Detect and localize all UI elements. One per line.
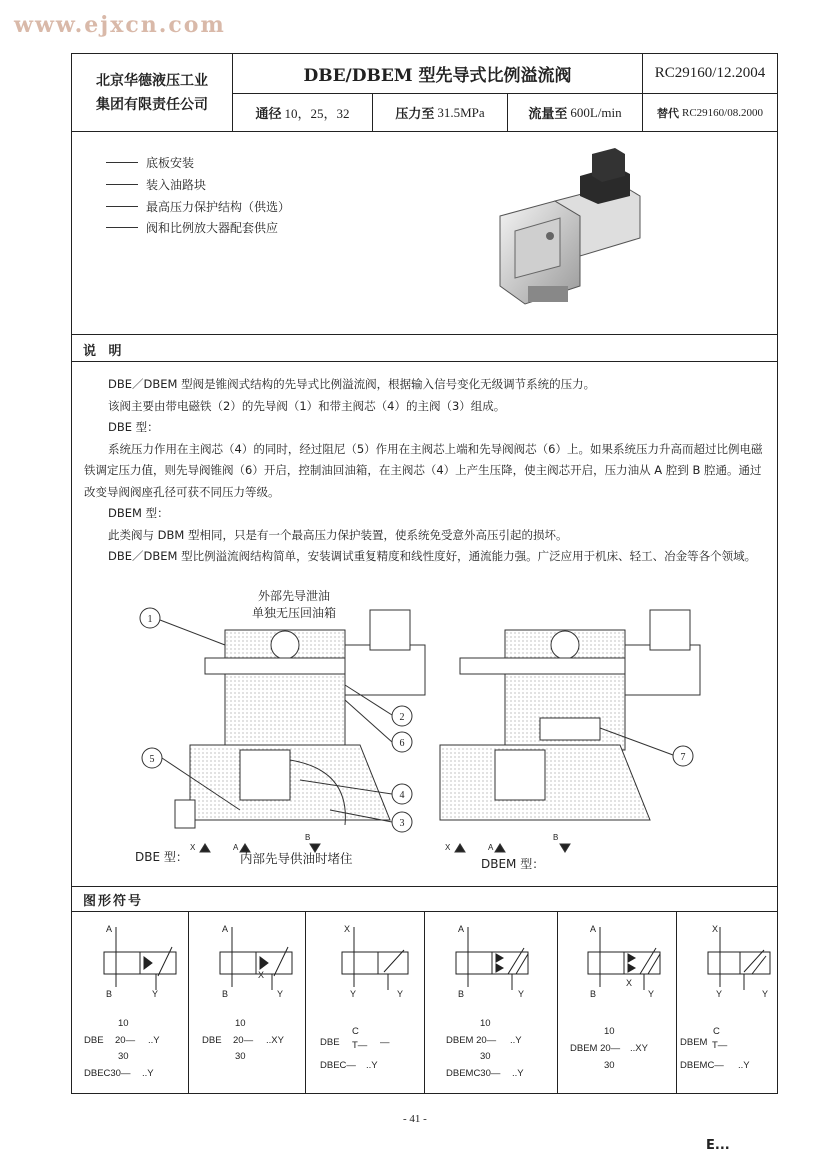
symbol-caption: — (380, 1037, 390, 1048)
svg-text:B: B (590, 989, 597, 999)
svg-text:X: X (258, 970, 265, 980)
symbol-caption: ..Y (512, 1068, 524, 1079)
svg-text:Y: Y (350, 989, 357, 999)
symbol-caption: 30 (480, 1051, 491, 1062)
symbol-caption: DBEMC— (680, 1060, 724, 1071)
svg-text:A: A (222, 924, 229, 934)
divider (71, 131, 778, 132)
symbol-caption: C (713, 1026, 720, 1037)
svg-text:Y: Y (277, 989, 284, 999)
spec-flow-label: 流量至 (528, 106, 568, 121)
symbol-caption: ..Y (148, 1035, 160, 1046)
paragraph: DBE／DBEM 型比例溢流阀结构简单，安装调试重复精度和线性度好，通流能力强。广泛应用于机床、轻工、冶金等各个领域。 (108, 549, 757, 563)
label-dbe: DBE 型： (135, 850, 188, 864)
symbol-caption: ..Y (142, 1068, 154, 1079)
port-a: A (488, 843, 494, 852)
port-b: B (305, 833, 311, 842)
cross-section-diagram (130, 600, 720, 870)
divider (71, 334, 778, 335)
callout-7: 7 (680, 752, 686, 763)
feature-item: 阀和比例放大器配套供应 (106, 219, 278, 236)
spec-pressure-value: 31.5MPa (437, 104, 485, 120)
paragraph: 该阀主要由带电磁铁（2）的先导阀（1）和带主阀芯（4）的主阀（3）组成。 (108, 398, 506, 413)
spec-flow-value: 600L/min (570, 104, 622, 120)
symbol-caption: 20— (233, 1035, 254, 1046)
company-line-1: 北京华德液压工业 (96, 72, 208, 89)
paragraph: DBEM 型： (108, 506, 169, 520)
callout-3: 3 (399, 818, 405, 829)
callout-6: 6 (399, 738, 405, 749)
svg-text:B: B (458, 989, 465, 999)
dbe-section (175, 610, 425, 852)
symbol-caption: ..Y (510, 1035, 522, 1046)
symbol-caption: DBE (202, 1035, 222, 1046)
svg-text:Y: Y (716, 989, 723, 999)
symbol-caption: 20— (115, 1035, 136, 1046)
page-title: DBE/DBEM 型先导式比例溢流阀 (303, 66, 572, 86)
svg-text:Y: Y (152, 989, 159, 999)
symbol-caption: C (352, 1026, 359, 1037)
symbol-caption: DBEC30— (84, 1068, 131, 1079)
spec-size-label: 通径 (255, 106, 282, 121)
svg-text:Y: Y (518, 989, 525, 999)
svg-text:B: B (106, 989, 113, 999)
spec-replace-value: RC29160/08.2000 (682, 106, 763, 119)
doc-code: RC29160/12.2004 (654, 65, 766, 81)
spec-replace-label: 替代 (657, 107, 679, 120)
symbol-caption: T— (712, 1040, 728, 1051)
symbol-caption: 30 (604, 1060, 615, 1071)
svg-text:X: X (344, 924, 351, 934)
symbol-caption: T— (352, 1040, 368, 1051)
symbol-caption: ..XY (266, 1035, 284, 1046)
svg-text:A: A (106, 924, 113, 934)
spec-pressure-label: 压力至 (395, 106, 435, 121)
svg-text:A: A (458, 924, 465, 934)
symbol-caption: DBEC— (320, 1060, 356, 1071)
spec-pressure (373, 94, 507, 131)
divider (71, 361, 778, 362)
callout-1: 1 (147, 614, 153, 625)
symbol-caption: 30 (235, 1051, 246, 1062)
feature-item: 装入油路块 (106, 176, 206, 193)
callout-2: 2 (399, 712, 405, 723)
spec-flow (508, 94, 642, 131)
symbol-caption: DBEM 20— (446, 1035, 497, 1046)
footer-mark: E... (706, 1138, 730, 1153)
note-internal-supply: 内部先导供油时堵住 (240, 851, 353, 866)
spec-size-value: 10，25，32 (284, 106, 350, 121)
spec-replace (643, 94, 777, 131)
symbol-caption: ..XY (630, 1043, 648, 1054)
spec-size (233, 94, 372, 131)
svg-text:B: B (222, 989, 229, 999)
port-a: A (233, 843, 239, 852)
note-external-drain: 外部先导泄油 (258, 589, 331, 603)
label-dbem: DBEM 型： (481, 857, 545, 871)
svg-text:X: X (626, 978, 633, 988)
callout-5: 5 (149, 754, 155, 765)
symbol-caption: DBE (320, 1037, 340, 1048)
dbem-section (440, 610, 700, 852)
svg-text:Y: Y (397, 989, 404, 999)
company-line-2: 集团有限责任公司 (96, 96, 208, 113)
feature-item: 最高压力保护结构（供选） (106, 198, 290, 215)
hydraulic-symbols (72, 912, 777, 1007)
section-heading-description: 说 明 (83, 344, 126, 359)
description-body (84, 374, 770, 568)
symbol-caption: DBEMC30— (446, 1068, 501, 1079)
section-heading-symbols: 图形符号 (83, 894, 144, 909)
port-b: B (553, 833, 559, 842)
symbol-caption: 30 (118, 1051, 129, 1062)
svg-text:A: A (590, 924, 597, 934)
symbol-caption: DBEM (680, 1037, 708, 1048)
symbol-caption: 10 (118, 1018, 129, 1029)
symbol-caption: DBEM 20— (570, 1043, 621, 1054)
company-name (72, 54, 232, 131)
symbol-caption: 10 (480, 1018, 491, 1029)
symbol-caption: 10 (604, 1026, 615, 1037)
svg-text:Y: Y (648, 989, 655, 999)
note-tank: 单独无压回油箱 (252, 606, 337, 620)
paragraph: 此类阀与 DBM 型相同，只是有一个最高压力保护装置，使系统免受意外高压引起的损坏。 (108, 527, 568, 542)
symbol-caption: ..Y (738, 1060, 750, 1071)
port-x: X (445, 843, 451, 852)
paragraph: DBE 型： (108, 420, 159, 434)
symbol-caption: 10 (235, 1018, 246, 1029)
callout-4: 4 (399, 790, 405, 801)
symbol-caption: DBE (84, 1035, 104, 1046)
symbol-caption: ..Y (366, 1060, 378, 1071)
watermark: www.ejxcn.com (14, 12, 226, 38)
valve-photo (480, 146, 650, 311)
feature-item: 底板安装 (106, 154, 194, 171)
paragraph: DBE／DBEM 型阀是锥阀式结构的先导式比例溢流阀，根据输入信号变化无级调节系统的压力。 (108, 377, 596, 391)
port-x: X (190, 843, 196, 852)
svg-text:X: X (712, 924, 719, 934)
divider (71, 886, 778, 887)
paragraph: 系统压力作用在主阀芯（4）的同时，经过阻尼（5）作用在主阀芯上端和先导阀阀芯（6）上。如果系统压力升高而超过比例电磁铁调定压力值，则先导阀锥阀（6）开启，控制油回油箱，在主阀芯（4）上产生压降，使主阀芯开启，压力油从 A 腔到 B 腔通。通过改变导阀阀座孔径可获不同压力等级。 (84, 441, 763, 499)
svg-text:Y: Y (762, 989, 769, 999)
page-number: - 41 - (403, 1113, 427, 1125)
